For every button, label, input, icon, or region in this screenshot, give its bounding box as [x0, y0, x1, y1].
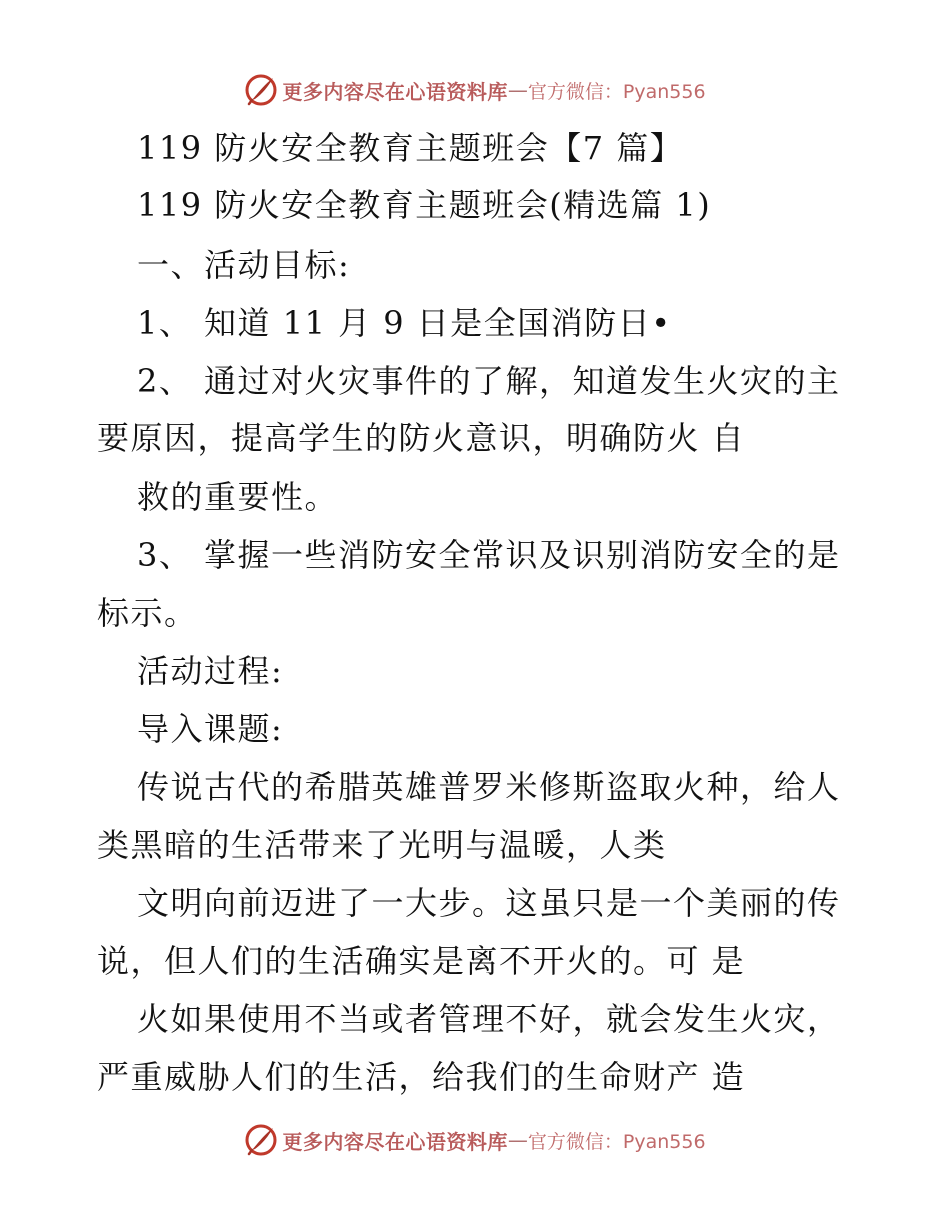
paragraph-line: 文明向前迈进了一大步。这虽只是一个美丽的传	[137, 884, 841, 922]
paragraph-line: 1、 知道 11 月 9 日是全国消防日•	[137, 304, 672, 342]
section-heading: 119 防火安全教育主题班会(精选篇 1)	[137, 186, 712, 224]
paragraph-line: 说，但人们的生活确实是离不开火的。可 是	[97, 942, 746, 980]
watermark-official-text: 官方微信：Pyan556	[527, 1130, 706, 1153]
document-title: 119 防火安全教育主题班会【7 篇】	[137, 129, 684, 167]
paragraph-line: 火如果使用不当或者管理不好，就会发生火灾，	[137, 1000, 841, 1038]
paragraph-line: 救的重要性。	[137, 478, 339, 516]
paragraph-line: 活动过程:	[137, 652, 284, 690]
paragraph-line: 3、 掌握一些消防安全常识及识别消防安全的是	[137, 536, 841, 574]
watermark-site-text: 更多内容尽在心语资料库	[282, 79, 508, 104]
feather-pen-logo-icon	[244, 1123, 278, 1157]
paragraph-line: 类黑暗的生活带来了光明与温暖，人类	[97, 826, 667, 864]
watermark-separator: —	[507, 78, 528, 102]
paragraph-line: 2、 通过对火灾事件的了解，知道发生火灾的主	[137, 362, 841, 400]
paragraph-line: 严重威胁人们的生活，给我们的生命财产 造	[97, 1058, 746, 1096]
watermark-site-text: 更多内容尽在心语资料库	[282, 1129, 508, 1154]
bottom-watermark-banner	[0, 1120, 950, 1160]
paragraph-line: 一、活动目标:	[137, 246, 351, 284]
paragraph-line: 标示。	[97, 594, 198, 632]
paragraph-line: 导入课题:	[137, 710, 284, 748]
paragraph-line: 要原因，提高学生的防火意识，明确防火 自	[97, 419, 746, 457]
watermark-official-text: 官方微信：Pyan556	[527, 80, 706, 103]
watermark-separator: —	[507, 1128, 528, 1152]
paragraph-line: 传说古代的希腊英雄普罗米修斯盗取火种，给人	[137, 768, 841, 806]
